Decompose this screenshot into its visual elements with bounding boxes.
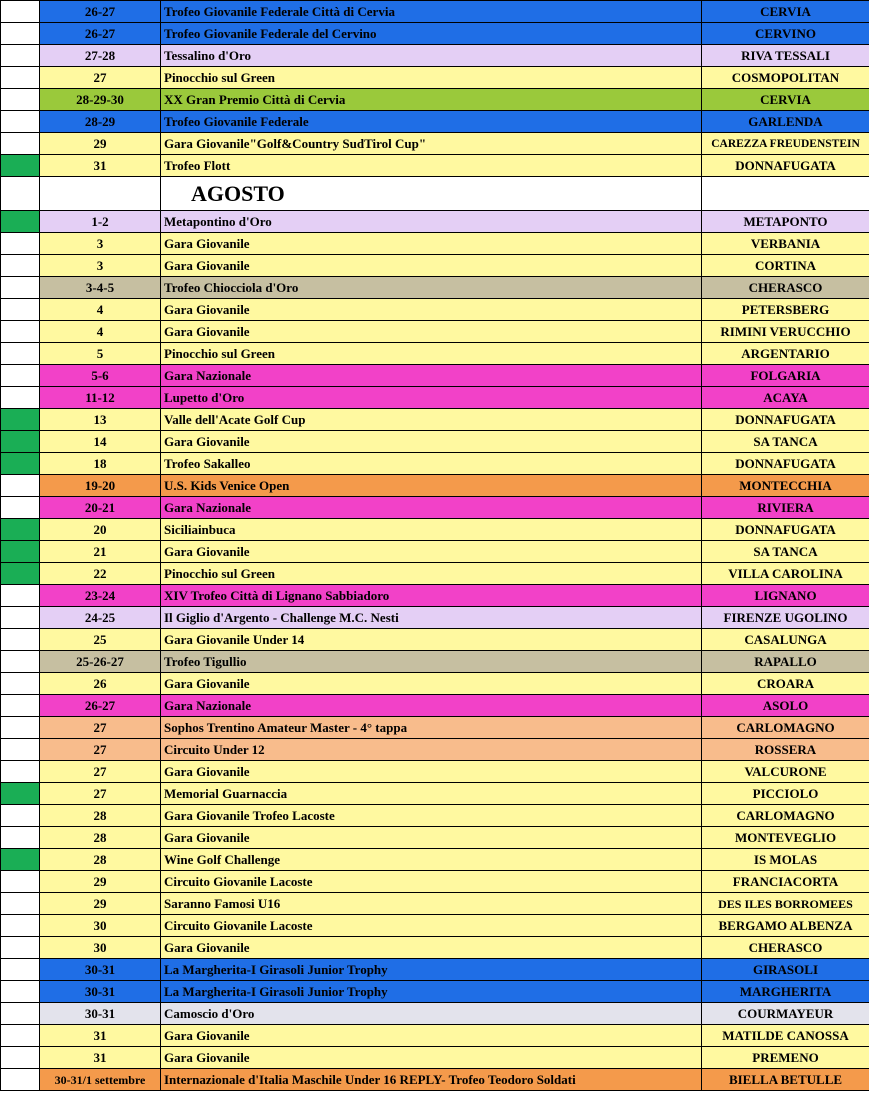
- table-row: [1, 475, 869, 497]
- event-cell: Circuito Giovanile Lacoste: [161, 871, 702, 893]
- date-cell: 5-6: [40, 365, 161, 387]
- event-cell: Internazionale d'Italia Maschile Under 16 REPLY- Trofeo Teodoro Soldati: [161, 1069, 702, 1091]
- date-cell: 26: [40, 673, 161, 695]
- row-marker: [1, 133, 40, 155]
- table-row: [1, 255, 869, 277]
- table-row: [1, 45, 869, 67]
- row-marker: [1, 255, 40, 277]
- event-cell: Gara Nazionale: [161, 497, 702, 519]
- date-cell: 25: [40, 629, 161, 651]
- event-cell: Pinocchio sul Green: [161, 343, 702, 365]
- row-marker: [1, 277, 40, 299]
- venue-cell: SA TANCA: [702, 431, 869, 453]
- date-cell: 30-31/1 settembre: [40, 1069, 161, 1091]
- row-marker: [1, 871, 40, 893]
- date-cell: 3: [40, 255, 161, 277]
- table-row: [1, 133, 869, 155]
- date-cell: 26-27: [40, 695, 161, 717]
- date-cell: 31: [40, 155, 161, 177]
- event-cell: Gara Giovanile: [161, 761, 702, 783]
- event-cell: Siciliainbuca: [161, 519, 702, 541]
- date-cell: 30: [40, 937, 161, 959]
- row-marker: [1, 1025, 40, 1047]
- date-cell: 27: [40, 67, 161, 89]
- venue-cell: DES ILES BORROMEES: [702, 893, 869, 915]
- row-marker: [1, 67, 40, 89]
- venue-cell: FOLGARIA: [702, 365, 869, 387]
- event-cell: Il Giglio d'Argento - Challenge M.C. Nesti: [161, 607, 702, 629]
- venue-cell: ARGENTARIO: [702, 343, 869, 365]
- event-cell: Sophos Trentino Amateur Master - 4° tappa: [161, 717, 702, 739]
- table-row: [1, 1069, 869, 1091]
- row-marker: [1, 1, 40, 23]
- event-cell: XIV Trofeo Città di Lignano Sabbiadoro: [161, 585, 702, 607]
- row-marker: [1, 607, 40, 629]
- row-marker: [1, 739, 40, 761]
- event-cell: Camoscio d'Oro: [161, 1003, 702, 1025]
- date-cell: 26-27: [40, 23, 161, 45]
- event-cell: Wine Golf Challenge: [161, 849, 702, 871]
- venue-cell: ROSSERA: [702, 739, 869, 761]
- table-row: [1, 805, 869, 827]
- table-row: [1, 673, 869, 695]
- venue-cell: ACAYA: [702, 387, 869, 409]
- venue-cell: VALCURONE: [702, 761, 869, 783]
- venue-cell: CASALUNGA: [702, 629, 869, 651]
- table-row: [1, 607, 869, 629]
- row-marker: [1, 1003, 40, 1025]
- table-row: [1, 321, 869, 343]
- event-cell: Gara Giovanile Trofeo Lacoste: [161, 805, 702, 827]
- row-marker: [1, 299, 40, 321]
- event-cell: Gara Giovanile"Golf&Country SudTirol Cup": [161, 133, 702, 155]
- table-row: [1, 155, 869, 177]
- row-marker: [1, 981, 40, 1003]
- venue-cell: ASOLO: [702, 695, 869, 717]
- table-row: [1, 893, 869, 915]
- table-row: [1, 343, 869, 365]
- table-row: [1, 111, 869, 133]
- table-row: [1, 519, 869, 541]
- date-cell: 27: [40, 783, 161, 805]
- row-marker: [1, 937, 40, 959]
- event-cell: XX Gran Premio Città di Cervia: [161, 89, 702, 111]
- table-row: [1, 937, 869, 959]
- venue-cell: MONTECCHIA: [702, 475, 869, 497]
- date-cell: 20-21: [40, 497, 161, 519]
- table-row: [1, 695, 869, 717]
- venue-cell: FIRENZE UGOLINO: [702, 607, 869, 629]
- row-marker: [1, 497, 40, 519]
- event-cell: Trofeo Giovanile Federale del Cervino: [161, 23, 702, 45]
- event-cell: Metapontino d'Oro: [161, 211, 702, 233]
- venue-cell: GARLENDA: [702, 111, 869, 133]
- table-row: [1, 1025, 869, 1047]
- venue-cell: GIRASOLI: [702, 959, 869, 981]
- date-cell: 26-27: [40, 1, 161, 23]
- table-row: [1, 739, 869, 761]
- event-cell: Valle dell'Acate Golf Cup: [161, 409, 702, 431]
- green-marker-cell: [1, 453, 40, 475]
- date-cell: 22: [40, 563, 161, 585]
- venue-cell: RIVA TESSALI: [702, 45, 869, 67]
- event-cell: Trofeo Chiocciola d'Oro: [161, 277, 702, 299]
- date-cell: 1-2: [40, 211, 161, 233]
- date-cell: 13: [40, 409, 161, 431]
- row-marker: [1, 111, 40, 133]
- green-marker-cell: [1, 541, 40, 563]
- date-cell: 3-4-5: [40, 277, 161, 299]
- venue-cell: SA TANCA: [702, 541, 869, 563]
- venue-cell: MONTEVEGLIO: [702, 827, 869, 849]
- row-marker: [1, 893, 40, 915]
- date-cell: 19-20: [40, 475, 161, 497]
- date-cell: 27: [40, 717, 161, 739]
- table-row: [1, 783, 869, 805]
- date-cell: 29: [40, 893, 161, 915]
- date-cell: 4: [40, 321, 161, 343]
- event-cell: Gara Giovanile Under 14: [161, 629, 702, 651]
- table-row: [1, 585, 869, 607]
- venue-cell: DONNAFUGATA: [702, 519, 869, 541]
- row-marker: [1, 761, 40, 783]
- row-marker: [1, 343, 40, 365]
- month-title: AGOSTO: [161, 177, 702, 211]
- row-marker: [1, 387, 40, 409]
- venue-cell: CORTINA: [702, 255, 869, 277]
- event-cell: Trofeo Flott: [161, 155, 702, 177]
- event-cell: Lupetto d'Oro: [161, 387, 702, 409]
- event-cell: Gara Giovanile: [161, 673, 702, 695]
- venue-cell: DONNAFUGATA: [702, 409, 869, 431]
- green-marker-cell: [1, 155, 40, 177]
- venue-cell: PETERSBERG: [702, 299, 869, 321]
- table-row: [1, 717, 869, 739]
- table-row: [1, 89, 869, 111]
- event-cell: La Margherita-I Girasoli Junior Trophy: [161, 981, 702, 1003]
- venue-cell: CAREZZA FREUDENSTEIN: [702, 133, 869, 155]
- date-cell: 20: [40, 519, 161, 541]
- row-marker: [1, 1069, 40, 1091]
- table-row: [1, 233, 869, 255]
- venue-cell: CERVINO: [702, 23, 869, 45]
- date-cell: 23-24: [40, 585, 161, 607]
- venue-cell: PREMENO: [702, 1047, 869, 1069]
- venue-cell: FRANCIACORTA: [702, 871, 869, 893]
- date-cell: 21: [40, 541, 161, 563]
- venue-cell: CROARA: [702, 673, 869, 695]
- event-cell: Gara Giovanile: [161, 233, 702, 255]
- event-cell: Gara Giovanile: [161, 541, 702, 563]
- event-cell: Trofeo Sakalleo: [161, 453, 702, 475]
- table-row: [1, 67, 869, 89]
- event-cell: Gara Nazionale: [161, 695, 702, 717]
- table-row: [1, 1047, 869, 1069]
- date-cell: 31: [40, 1025, 161, 1047]
- venue-cell: BIELLA BETULLE: [702, 1069, 869, 1091]
- row-marker: [1, 321, 40, 343]
- month-header-row: [1, 177, 869, 211]
- event-cell: La Margherita-I Girasoli Junior Trophy: [161, 959, 702, 981]
- row-marker: [1, 1047, 40, 1069]
- event-cell: Pinocchio sul Green: [161, 67, 702, 89]
- row-marker: [1, 651, 40, 673]
- venue-cell: DONNAFUGATA: [702, 155, 869, 177]
- event-cell: Trofeo Giovanile Federale Città di Cervia: [161, 1, 702, 23]
- table-row: [1, 1, 869, 23]
- venue-cell: VERBANIA: [702, 233, 869, 255]
- venue-cell: PICCIOLO: [702, 783, 869, 805]
- date-cell: 25-26-27: [40, 651, 161, 673]
- table-row: [1, 23, 869, 45]
- venue-cell: RAPALLO: [702, 651, 869, 673]
- venue-cell: CHERASCO: [702, 937, 869, 959]
- green-marker-cell: [1, 563, 40, 585]
- date-cell: 31: [40, 1047, 161, 1069]
- table-row: [1, 541, 869, 563]
- calendar-body: [1, 1, 869, 1091]
- event-cell: Trofeo Giovanile Federale: [161, 111, 702, 133]
- event-cell: Gara Giovanile: [161, 1047, 702, 1069]
- row-marker: [1, 475, 40, 497]
- venue-cell: COSMOPOLITAN: [702, 67, 869, 89]
- table-row: [1, 629, 869, 651]
- row-marker: [1, 827, 40, 849]
- table-row: [1, 431, 869, 453]
- venue-cell: CARLOMAGNO: [702, 717, 869, 739]
- venue-cell: CHERASCO: [702, 277, 869, 299]
- table-row: [1, 849, 869, 871]
- row-marker: [1, 915, 40, 937]
- table-row: [1, 915, 869, 937]
- row-marker: [1, 45, 40, 67]
- green-marker-cell: [1, 409, 40, 431]
- venue-cell: IS MOLAS: [702, 849, 869, 871]
- table-row: [1, 827, 869, 849]
- month-date-cell: [40, 177, 161, 211]
- date-cell: 24-25: [40, 607, 161, 629]
- row-marker: [1, 673, 40, 695]
- row-marker: [1, 177, 40, 211]
- venue-cell: METAPONTO: [702, 211, 869, 233]
- table-row: [1, 453, 869, 475]
- venue-cell: BERGAMO ALBENZA: [702, 915, 869, 937]
- table-row: [1, 1003, 869, 1025]
- row-marker: [1, 365, 40, 387]
- event-cell: Gara Giovanile: [161, 321, 702, 343]
- venue-cell: CERVIA: [702, 1, 869, 23]
- date-cell: 18: [40, 453, 161, 475]
- table-row: [1, 497, 869, 519]
- table-row: [1, 563, 869, 585]
- table-row: [1, 211, 869, 233]
- row-marker: [1, 233, 40, 255]
- date-cell: 28-29: [40, 111, 161, 133]
- venue-cell: VILLA CAROLINA: [702, 563, 869, 585]
- table-row: [1, 761, 869, 783]
- event-cell: Gara Giovanile: [161, 431, 702, 453]
- table-row: [1, 277, 869, 299]
- event-cell: Gara Giovanile: [161, 255, 702, 277]
- date-cell: 3: [40, 233, 161, 255]
- event-cell: Gara Giovanile: [161, 1025, 702, 1047]
- date-cell: 30-31: [40, 1003, 161, 1025]
- month-place-cell: [702, 177, 869, 211]
- date-cell: 28: [40, 805, 161, 827]
- date-cell: 30: [40, 915, 161, 937]
- date-cell: 30-31: [40, 981, 161, 1003]
- event-cell: Tessalino d'Oro: [161, 45, 702, 67]
- green-marker-cell: [1, 849, 40, 871]
- venue-cell: RIVIERA: [702, 497, 869, 519]
- event-cell: Circuito Under 12: [161, 739, 702, 761]
- row-marker: [1, 89, 40, 111]
- date-cell: 27: [40, 761, 161, 783]
- date-cell: 29: [40, 871, 161, 893]
- row-marker: [1, 805, 40, 827]
- row-marker: [1, 585, 40, 607]
- venue-cell: DONNAFUGATA: [702, 453, 869, 475]
- row-marker: [1, 23, 40, 45]
- venue-cell: MATILDE CANOSSA: [702, 1025, 869, 1047]
- green-marker-cell: [1, 519, 40, 541]
- venue-cell: CARLOMAGNO: [702, 805, 869, 827]
- event-cell: U.S. Kids Venice Open: [161, 475, 702, 497]
- event-cell: Gara Nazionale: [161, 365, 702, 387]
- row-marker: [1, 695, 40, 717]
- date-cell: 28: [40, 849, 161, 871]
- date-cell: 29: [40, 133, 161, 155]
- date-cell: 14: [40, 431, 161, 453]
- venue-cell: LIGNANO: [702, 585, 869, 607]
- green-marker-cell: [1, 431, 40, 453]
- row-marker: [1, 629, 40, 651]
- date-cell: 27: [40, 739, 161, 761]
- date-cell: 30-31: [40, 959, 161, 981]
- table-row: [1, 409, 869, 431]
- table-row: [1, 981, 869, 1003]
- date-cell: 28: [40, 827, 161, 849]
- event-cell: Circuito Giovanile Lacoste: [161, 915, 702, 937]
- venue-cell: RIMINI VERUCCHIO: [702, 321, 869, 343]
- date-cell: 28-29-30: [40, 89, 161, 111]
- date-cell: 11-12: [40, 387, 161, 409]
- row-marker: [1, 717, 40, 739]
- table-row: [1, 387, 869, 409]
- event-cell: Gara Giovanile: [161, 299, 702, 321]
- event-cell: Pinocchio sul Green: [161, 563, 702, 585]
- green-marker-cell: [1, 783, 40, 805]
- date-cell: 5: [40, 343, 161, 365]
- event-cell: Gara Giovanile: [161, 937, 702, 959]
- date-cell: 4: [40, 299, 161, 321]
- event-cell: Trofeo Tigullio: [161, 651, 702, 673]
- venue-cell: MARGHERITA: [702, 981, 869, 1003]
- table-row: [1, 299, 869, 321]
- venue-cell: CERVIA: [702, 89, 869, 111]
- table-row: [1, 651, 869, 673]
- event-cell: Gara Giovanile: [161, 827, 702, 849]
- event-cell: Saranno Famosi U16: [161, 893, 702, 915]
- venue-cell: COURMAYEUR: [702, 1003, 869, 1025]
- green-marker-cell: [1, 211, 40, 233]
- row-marker: [1, 959, 40, 981]
- date-cell: 27-28: [40, 45, 161, 67]
- table-row: [1, 871, 869, 893]
- table-row: [1, 365, 869, 387]
- table-row: [1, 959, 869, 981]
- event-cell: Memorial Guarnaccia: [161, 783, 702, 805]
